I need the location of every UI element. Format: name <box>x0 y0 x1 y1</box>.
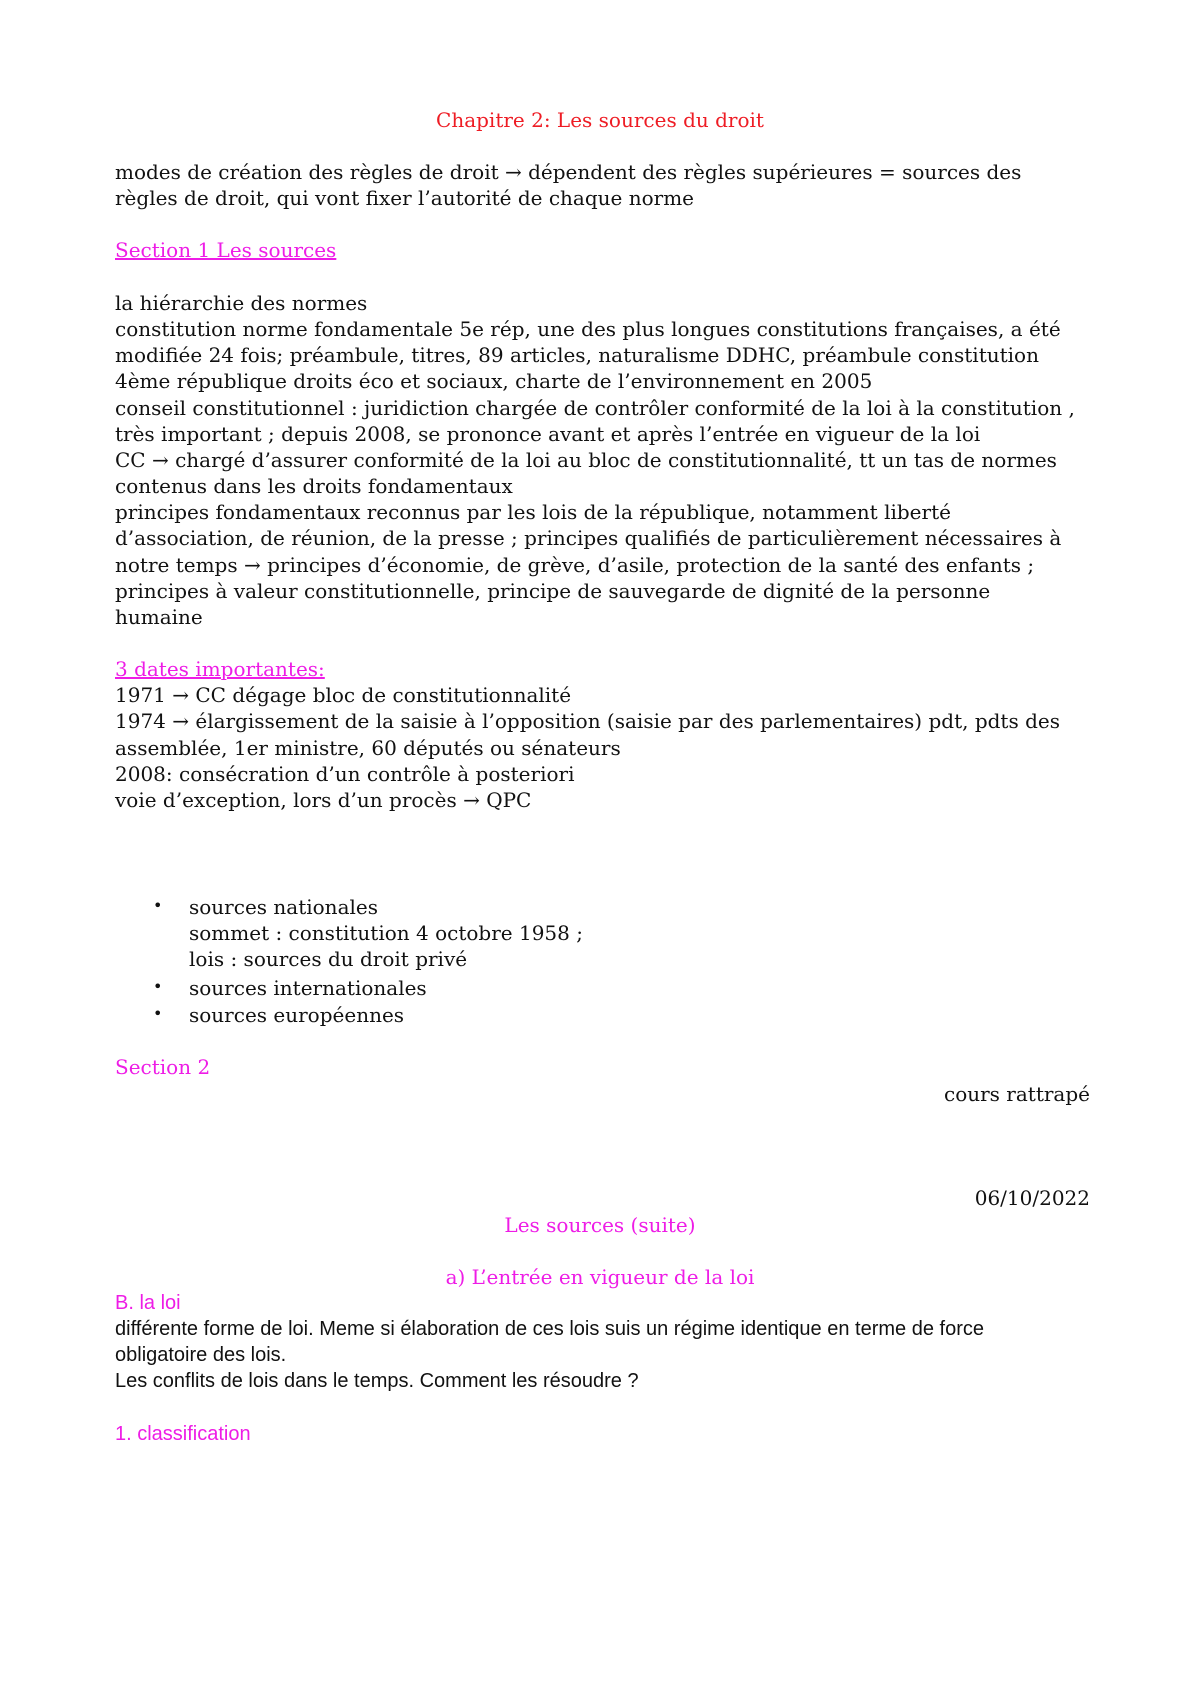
bullet-sub-line: lois : sources du droit privé <box>189 947 468 971</box>
bullet-sub-line: sommet : constitution 4 octobre 1958 ; <box>189 921 583 945</box>
date-line: assemblée, 1er ministre, 60 députés ou sénateurs <box>115 736 621 760</box>
date-line: 2008: consécration d’un contrôle à posteriori <box>115 762 575 786</box>
section-2-heading: Section 2 <box>115 1055 211 1079</box>
hierarchy-line: contenus dans les droits fondamentaux <box>115 474 513 498</box>
hierarchy-line: notre temps → principes d’économie, de grève, d’asile, protection de la santé des enfants ; <box>115 553 1035 577</box>
bullet-icon: • <box>153 1004 163 1023</box>
bullet-icon: • <box>153 977 163 996</box>
hierarchy-line: d’association, de réunion, de la presse ; principes qualifiés de particulièrement nécessaires à <box>115 526 1062 550</box>
classification-heading: 1. classification <box>115 1423 251 1445</box>
intro-line-2: règles de droit, qui vont fixer l’autorité de chaque norme <box>115 186 695 210</box>
chapter-title: Chapitre 2: Les sources du droit <box>436 108 764 132</box>
hierarchy-line: CC → chargé d’assurer conformité de la loi au bloc de constitutionnalité, tt un tas de normes <box>115 448 1057 472</box>
hierarchy-line: modifiée 24 fois; préambule, titres, 89 articles, naturalisme DDHC, préambule constitution <box>115 343 1039 367</box>
hierarchy-line: humaine <box>115 605 203 629</box>
date-line: 1974 → élargissement de la saisie à l’opposition (saisie par des parlementaires) pdt, pdts des <box>115 709 1060 733</box>
hierarchy-line: constitution norme fondamentale 5e rép, une des plus longues constitutions françaises, a été <box>115 317 1061 341</box>
intro-line-1: modes de création des règles de droit → dépendent des règles supérieures = sources des <box>115 160 1022 184</box>
suite-line: Les conflits de lois dans le temps. Comment les résoudre ? <box>115 1370 639 1392</box>
section-2-note: cours rattrapé <box>944 1082 1090 1106</box>
hierarchy-line: la hiérarchie des normes <box>115 291 368 315</box>
hierarchy-line: conseil constitutionnel : juridiction chargée de contrôler conformité de la loi à la constitution , <box>115 396 1075 420</box>
b-loi-heading: B. la loi <box>115 1292 181 1314</box>
suite-subtitle: a) L’entrée en vigueur de la loi <box>445 1265 755 1289</box>
suite-line: obligatoire des lois. <box>115 1344 287 1366</box>
lecture-date: 06/10/2022 <box>974 1186 1090 1210</box>
suite-title: Les sources (suite) <box>504 1213 696 1237</box>
hierarchy-line: principes fondamentaux reconnus par les lois de la république, notamment liberté <box>115 500 951 524</box>
suite-line: différente forme de loi. Meme si élaboration de ces lois suis un régime identique en terme de force <box>115 1318 984 1340</box>
dates-heading: 3 dates importantes: <box>115 657 325 681</box>
hierarchy-line: 4ème république droits éco et sociaux, charte de l’environnement en 2005 <box>115 369 873 393</box>
date-line: voie d’exception, lors d’un procès → QPC <box>115 788 532 812</box>
hierarchy-line: principes à valeur constitutionnelle, principe de sauvegarde de dignité de la personne <box>115 579 991 603</box>
bullet-item-national: sources nationales <box>189 895 378 919</box>
date-line: 1971 → CC dégage bloc de constitutionnalité <box>115 683 572 707</box>
bullet-item-european: sources européennes <box>189 1003 405 1027</box>
section-1-heading: Section 1 Les sources <box>115 238 337 262</box>
bullet-item-international: sources internationales <box>189 976 427 1000</box>
bullet-icon: • <box>153 896 163 915</box>
hierarchy-line: très important ; depuis 2008, se prononce avant et après l’entrée en vigueur de la loi <box>115 422 981 446</box>
